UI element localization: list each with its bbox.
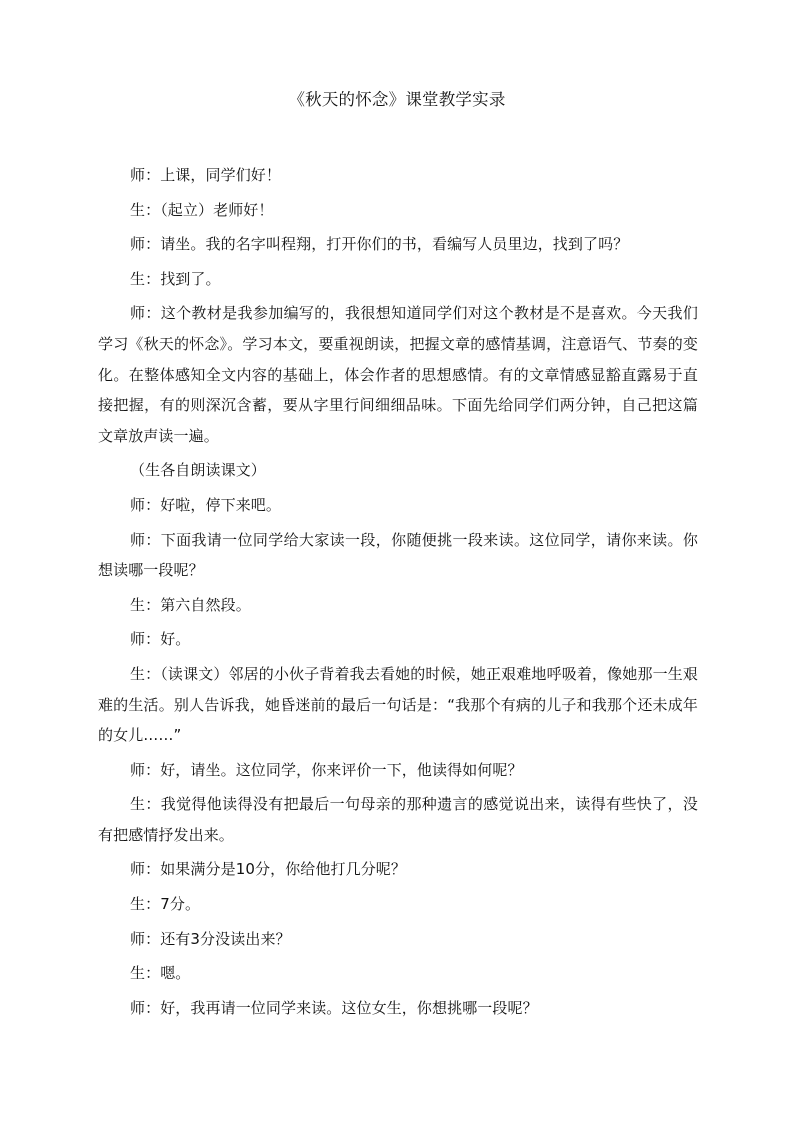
paragraph: 师：请坐。我的名字叫程翔，打开你们的书，看编写人员里边，找到了吗？ xyxy=(130,235,629,254)
paragraph: 师：这个教材是我参加编写的，我很想知道同学们对这个教材是不是喜欢。今天我们学习《秋天的怀念》。学习本文，要重视朗读，把握文章的感情基调，注意语气、节奏的变化。在整体感知全文内容的基础上，体会作者的思想感情。有的文章情感显豁直露易于直接把握，有的则深沉含蓄，要从字里行间细细品味。下面先给同学们两分钟，自己把这篇文章放声读一遍。 xyxy=(98,304,698,445)
paragraph: 师：上课，同学们好！ xyxy=(130,166,282,184)
paragraph: 师：好，请坐。这位同学，你来评价一下，他读得如何呢？ xyxy=(130,760,523,779)
paragraph: 生：（读课文）邻居的小伙子背着我去看她的时候，她正艰难地呼吸着，像她那一生艰难的生活。别人告诉我，她昏迷前的最后一句话是：“我那个有病的儿子和我那个还未成年的女儿……” xyxy=(98,664,698,745)
paragraph: 师：好，我再请一位同学来读。这位女生，你想挑哪一段呢？ xyxy=(130,998,538,1017)
paragraph: 生：（起立）老师好！ xyxy=(130,200,274,219)
paragraph: 师：下面我请一位同学给大家读一段，你随便挑一段来读。这位同学，请你来读。你想读哪一段呢？ xyxy=(98,530,698,580)
paragraph: 师：还有3分没读出来？ xyxy=(130,929,291,948)
paragraph: 生：嗯。 xyxy=(130,964,191,983)
paragraph: 生：我觉得他读得没有把最后一句母亲的那种遗言的感觉说出来，读得有些快了，没有把感情抒发出来。 xyxy=(98,795,698,844)
paragraph: 生：找到了。 xyxy=(130,269,221,288)
paragraph: 生：7分。 xyxy=(130,895,201,914)
paragraph: 师：好啦，停下来吧。 xyxy=(130,495,282,514)
paragraph: 师：如果满分是10分，你给他打几分呢？ xyxy=(130,860,406,879)
document-title: 《秋天的怀念》课堂教学实录 xyxy=(288,90,506,109)
paragraph: 生：第六自然段。 xyxy=(130,595,251,614)
document-body xyxy=(98,160,698,1027)
paragraph: （生各自朗读课文） xyxy=(130,461,266,480)
paragraph: 师：好。 xyxy=(130,630,191,649)
